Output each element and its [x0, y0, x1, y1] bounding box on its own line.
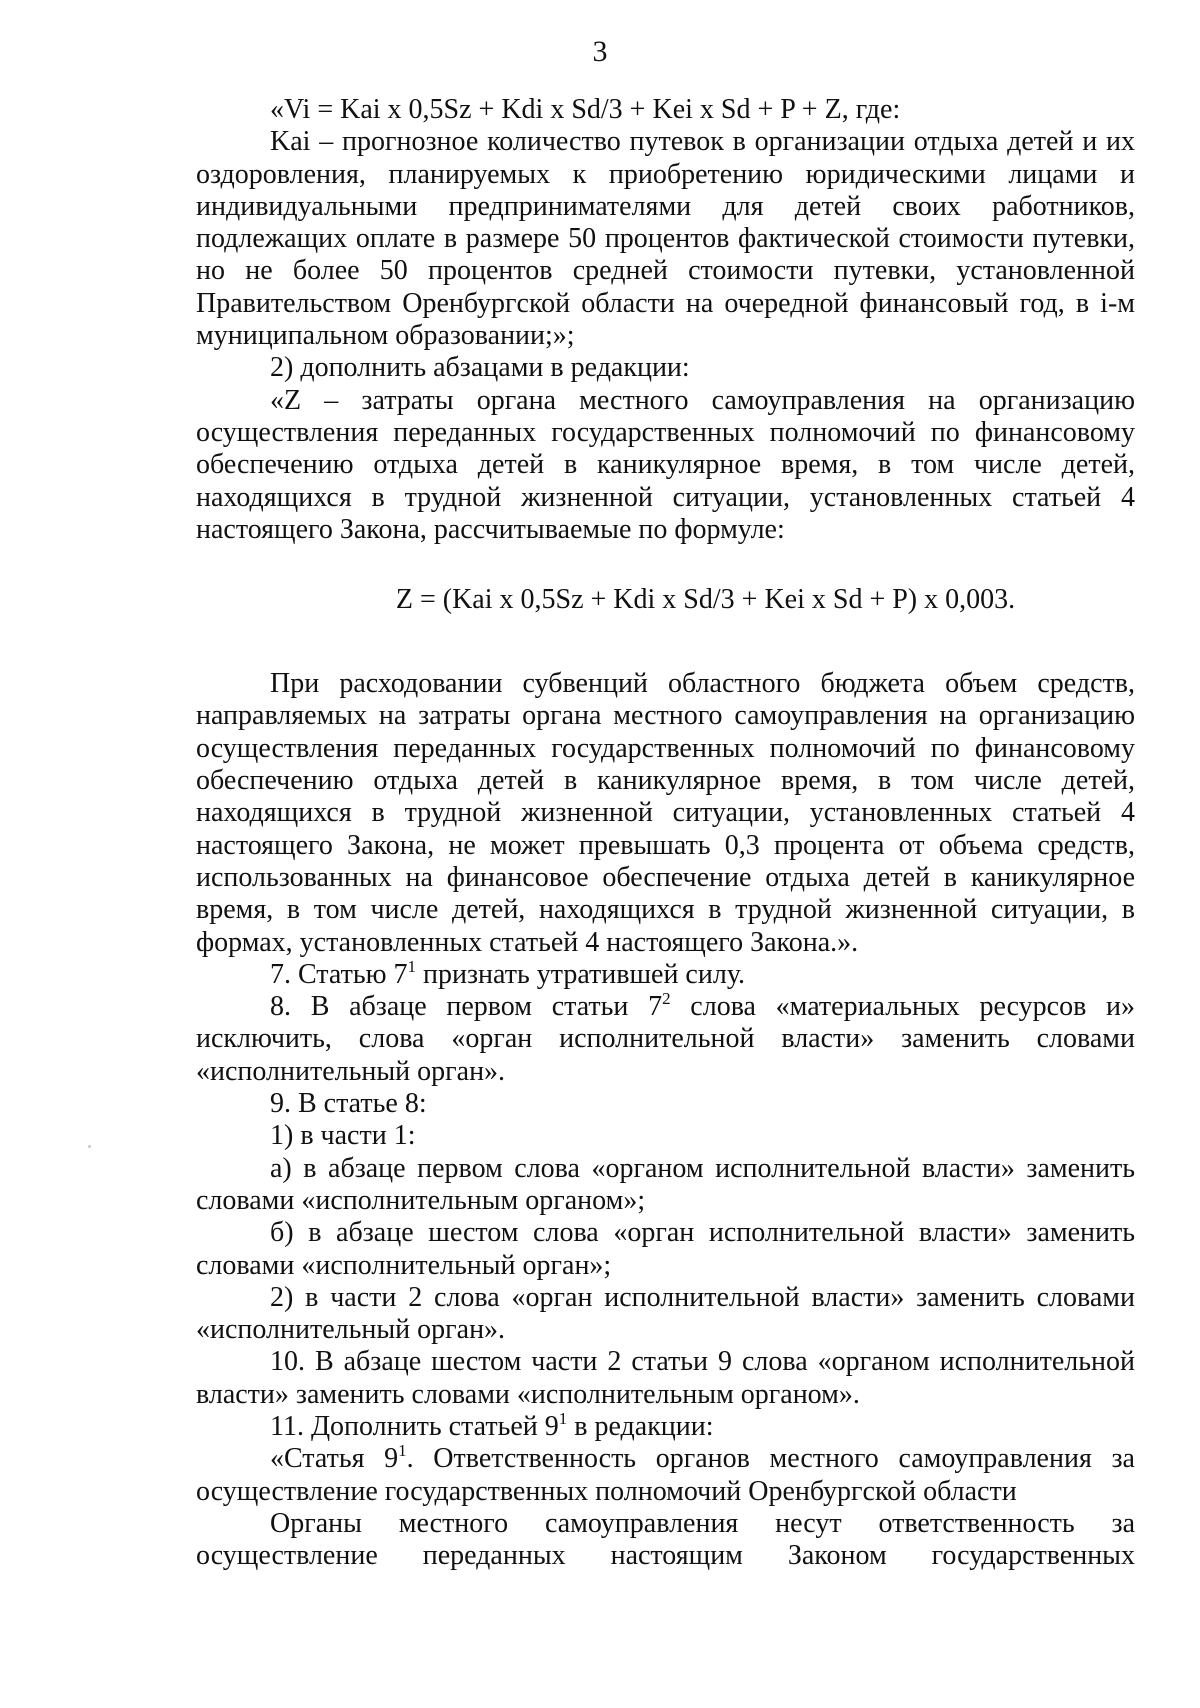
item-8-text-start: 8. В абзаце первом статьи 7 — [270, 991, 663, 1023]
article-9-1-body: Органы местного самоуправления несут ответственность за осуществление переданных настоящим Законом государственных — [196, 1507, 1135, 1572]
item-8 — [196, 988, 1135, 1088]
item-11 — [196, 1408, 1135, 1443]
item-11-superscript: 1 — [558, 1408, 568, 1428]
article-heading-start: «Статья 9 — [270, 1443, 399, 1475]
subvention-paragraph: При расходовании субвенций областного бюджета объем средств, направляемых на затраты органа местного самоуправления на организацию осуществления переданных государственных полномочий по финансовому обеспечению отдыха детей в каникулярное время, в том числе детей, находящихся в трудной жизненной ситуации, установленных статьей 4 настоящего Закона, не может превышать 0,3 процента от объема средств, использованных на финансовое обеспечение отдыха детей в каникулярное время, в том числе детей, находящихся в трудной жизненной ситуации, в формах, установленных статьей 4 настоящего Закона.». — [196, 668, 1135, 958]
item-7-text-end: признать утратившей силу. — [416, 958, 746, 990]
scan-speck — [88, 1145, 91, 1148]
formula-vi-line: «Vi = Kai x 0,5Sz + Kdi x Sd/3 + Kei x Sd + P + Z, где: — [270, 94, 901, 125]
article-heading-superscript: 1 — [398, 1440, 407, 1460]
item-11-text-start: 11. Дополнить статьей 9 — [270, 1410, 559, 1442]
item-9-part-2: 2) в части 2 слова «орган исполнительной власти» заменить словами «исполнительный орган». — [196, 1281, 1135, 1346]
item-7-superscript: 1 — [407, 956, 417, 976]
item-7-text-start: 7. Статью 7 — [270, 958, 408, 990]
article-heading-end: . Ответственность органов местного самоуправления за осуществление государственных полномочий Оренбургской области — [196, 1443, 1135, 1507]
document-body — [196, 94, 1135, 1572]
item-7 — [196, 956, 1135, 991]
item-8-superscript: 2 — [662, 988, 671, 1008]
item-8-text-end: слова «материальных ресурсов и» исключить, слова «орган исполнительной власти» заменить словами «исполнительный орган». — [196, 991, 1135, 1087]
formula-z: Z = (Kai x 0,5Sz + Kdi x Sd/3 + Kei x Sd + P) x 0,003. — [395, 584, 1016, 616]
item-9: 9. В статье 8: — [270, 1088, 427, 1120]
item-10: 10. В абзаце шестом части 2 статьи 9 слова «органом исполнительной власти» заменить словами «исполнительным органом». — [196, 1346, 1135, 1410]
item-9-part-1-a: а) в абзаце первом слова «органом исполнительной власти» заменить словами «исполнительным органом»; — [196, 1152, 1135, 1216]
article-9-1-heading — [196, 1440, 1135, 1508]
item-11-text-end: в редакции: — [567, 1410, 714, 1442]
definition-kai: Kai – прогнозное количество путевок в организации отдыха детей и их оздоровления, планируемых к приобретению юридическими лицами и индивидуальными предпринимателями для детей своих работников, подлежащих оплате в размере 50 процентов фактической стоимости путевки, но не более 50 процентов средней стоимости путевки, установленной Правительством Оренбургской области на очередной финансовый год, в i-м муниципальном образовании;»; — [196, 126, 1135, 352]
page-number: 3 — [592, 35, 608, 68]
item-9-part-1: 1) в части 1: — [270, 1120, 416, 1152]
definition-z: «Z – затраты органа местного самоуправления на организацию осуществления переданных государственных полномочий по финансовому обеспечению отдыха детей в каникулярное время, в том числе детей, находящихся в трудной жизненной ситуации, установленных статьей 4 настоящего Закона, рассчитываемые по формуле: — [196, 384, 1135, 545]
item-2-intro: 2) дополнить абзацами в редакции: — [270, 352, 690, 384]
item-9-part-1-b: б) в абзаце шестом слова «орган исполнительной власти» заменить словами «исполнительный орган»; — [196, 1217, 1135, 1281]
